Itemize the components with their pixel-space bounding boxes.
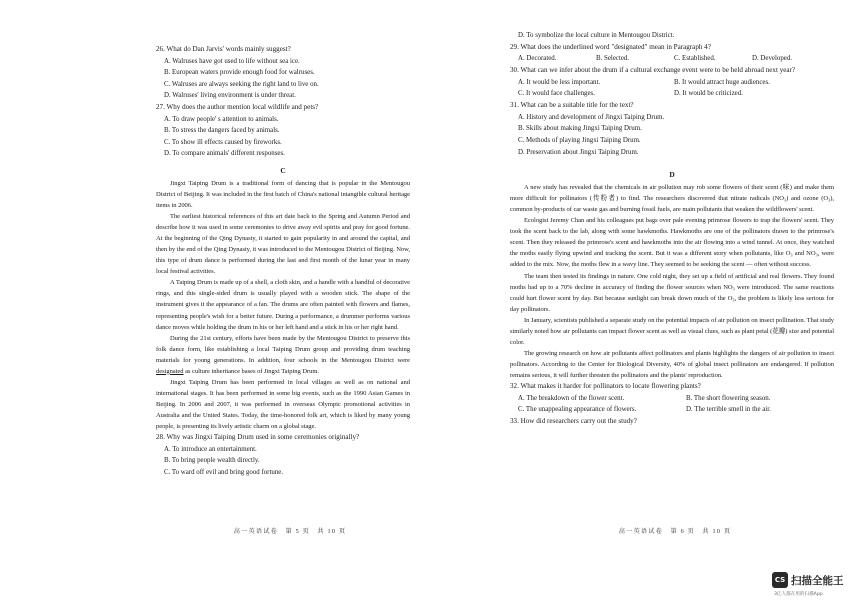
question-32	[510, 381, 834, 416]
question-stem: 28. Why was Jingxi Taiping Drum used in some ceremonies originally?	[156, 433, 360, 442]
option: C. To ward off evil and bring good fortune.	[164, 468, 284, 476]
scanner-logo-icon: CS	[772, 572, 788, 588]
passage-paragraph: A Taiping Drum is made up of a shell, a cloth skin, and a handle with a handful of decorative rings, and this single-sided drum is usually played with a wooden stick. The shape of the instrument gives it the appearance of a fan. The drums are often painted with flowers and flames, representing people's wish for a better future. During a performance, a drummer performs various dance moves while holding the drum in his or her left hand and a stick in his or her right hand.	[156, 279, 410, 331]
option: B. European waters provide enough food for walruses.	[164, 69, 315, 77]
option: A. The breakdown of the flower scent.	[518, 394, 625, 402]
option: B. To stress the dangers faced by animals.	[164, 127, 280, 135]
question-stem: 31. What can be a suitable title for the text?	[510, 101, 634, 110]
scanner-app-name: 扫描全能王	[791, 575, 844, 587]
question-stem: 26. What do Dan Jarvis' words mainly suggest?	[156, 45, 291, 53]
question-28	[156, 432, 410, 478]
passage-paragraph: The team then tested its findings in nature. One cold night, they set up a field of artificial and real flowers. They found moths had up to a 70% decline in accuracy of finding the flower sources when NO₃ were introduced. The same reactions could hurt flower scent by day. But because sunlight can break down much of the O₃, the problem is likely less serious for day pollinators.	[510, 272, 834, 313]
option-row	[510, 404, 834, 416]
option: A. To draw people' s attention to animals.	[164, 115, 279, 123]
section-c-title: C	[280, 165, 286, 175]
option: B. Skills about making Jingxi Taiping Drum.	[518, 125, 642, 133]
question-stem: 30. What can we infer about the drum if a cultural exchange event were to be held abroad next year?	[510, 65, 796, 74]
option: D. To compare animals' different responses.	[164, 150, 285, 158]
option: B. The short flowering season.	[686, 394, 771, 402]
passage-paragraph: The growing research on how air pollutants affect pollinators and plants highlights the dangers of air pollution to insect pollinators. According to the Center for Biological Diversity, 40% of global insect pollinators are endangered. If pollution remains serious, it will further threaten the pollinators and the plants' reproduction.	[510, 349, 834, 379]
question-stem: 29. What does the underlined word "designated" mean in Paragraph 4?	[510, 42, 711, 51]
option: C. Walruses are always seeking the right land to live on.	[164, 80, 319, 88]
page-footer: 高一英语试卷 第 6 页 共 10 页	[618, 528, 732, 535]
option-row	[510, 88, 834, 100]
option: A. Walruses have got used to life without sea ice.	[164, 57, 300, 65]
option-row	[510, 53, 834, 65]
option: D. The terrible smell in the air.	[686, 406, 771, 414]
option-row	[510, 77, 834, 89]
option: B. To bring people wealth directly.	[164, 457, 260, 465]
scanner-watermark	[772, 572, 852, 602]
option: C. Methods of playing Jingxi Taiping Drum.	[518, 136, 641, 144]
option: D. Preservation about Jingxi Taiping Drum.	[518, 148, 639, 156]
option: D. Developed.	[752, 55, 792, 63]
passage-paragraph-designated: During the 21st century, efforts have been made by the Mentougou District to preserve this folk dance form, like establishing a local Taiping Drum group and providing drum teaching materials for young generations. In addition, four schools in the Mentougou District were designated as culture inheritance bases of Jingxi Taiping Drum.	[156, 334, 410, 375]
passage-paragraph: Ecologist Jeremy Chan and his colleagues put bags over pale evening primrose flowers to trap the flowers' scent. They took the scent back to the lab, along with some hawkmoths. Hawkmoths are one of the pollinators drawn to the primrose's scent. Then they released the primrose's scent and hawkmoths into the air flowing into a wind tunnel. At once, they watched the moths easily flying upwind and tracking the scent. But it was a different story when pollutants, like O₃ and NO₃, were added to the mix. Now, the moths flew in a wavy line. They seemed to be seeking the scent — often without success.	[510, 217, 834, 269]
page-footer: 高一英语试卷 第 5 页 共 10 页	[233, 528, 347, 535]
option: A. It would be less important.	[518, 78, 601, 86]
passage-d	[510, 182, 834, 381]
option: A. History and development of Jingxi Taiping Drum.	[518, 113, 665, 121]
question-stem: 32. What makes it harder for pollinators to locate flowering plants?	[510, 381, 701, 390]
underlined-word: designated	[156, 367, 184, 375]
option: A. Decorated.	[518, 55, 557, 63]
passage-paragraph: Jingxi Taiping Drum is a traditional form of dancing that is popular in the Mentougou District of Beijing. It was included in the first batch of China's national intangible cultural heritage items in 2006.	[156, 179, 410, 210]
passage-paragraph: In January, scientists published a separate study on the potential impacts of air pollution on insect pollination. That study similarly noted how air pollutants can impact flower scent as well as visual clues, such as plant petal (花瓣) size and potential color.	[510, 316, 834, 346]
option: B. It would attract huge audiences.	[674, 78, 770, 86]
question-31	[510, 100, 834, 158]
passage-paragraph: Jingxi Taiping Drum has been performed in local villages as well as on national and international stages. It has been performed in some big events, such as the 1990 Asian Games in Beijing. In 2006 and 2007, it was performed in overseas Olympic promotional activities in Australia and the United States. Today, the time-honored folk art, which is liked by many young people, is presenting its lively artistic charm on a global stage.	[156, 378, 410, 430]
option: C. It would face challenges.	[518, 90, 595, 98]
option: C. Established.	[674, 55, 716, 63]
option: D. It would be criticized.	[674, 90, 743, 98]
right-page	[430, 0, 860, 609]
question-33	[510, 416, 834, 428]
question-26	[156, 44, 410, 102]
option: C. The unappealing appearance of flowers.	[518, 406, 637, 414]
question-29	[510, 42, 834, 65]
option-row	[510, 393, 834, 405]
question-30	[510, 65, 834, 100]
question-stem: 27. Why does the author mention local wildlife and pets?	[156, 102, 319, 111]
section-d-title: D	[669, 170, 675, 180]
question-stem: 33. How did researchers carry out the study?	[510, 417, 637, 426]
passage-paragraph: The earliest historical references of this art date back to the Spring and Autumn Period and describe how it was used in some ceremonies to drive away evil spirits and pray for good fortune. At the beginning of the Qing Dynasty, it started to gain popularity in and around the capital, and then by the end of the Qing Dynasty, it was introduced to the Mentougou District of Beijing. Now, this type of drum dance is performed during the last and first month of the lunar year in many local festival activities.	[156, 213, 410, 276]
option: D. To symbolize the local culture in Mentougou District.	[518, 32, 675, 39]
option: A. To introduce an entertainment.	[164, 445, 257, 453]
option: B. Selected.	[596, 55, 630, 63]
option: C. To show ill effects caused by fireworks.	[164, 138, 282, 146]
scanner-tagline: 3亿人都在用的扫描App	[774, 592, 823, 597]
question-27	[156, 102, 410, 160]
option: D. Walruses' living environment is under threat.	[164, 92, 296, 100]
passage-c	[156, 178, 410, 432]
passage-paragraph: A new study has revealed that the chemicals in air pollution may rob some flowers of their scent (味) and make them more difficult for pollinators (传粉者) to find. The researchers discovered that nitrate radicals (NO₃) and ozone (O₃), common by-products of car waste gas and burning fossil fuels, are main pollutants that weaken the wildflowers' scent.	[510, 184, 834, 214]
